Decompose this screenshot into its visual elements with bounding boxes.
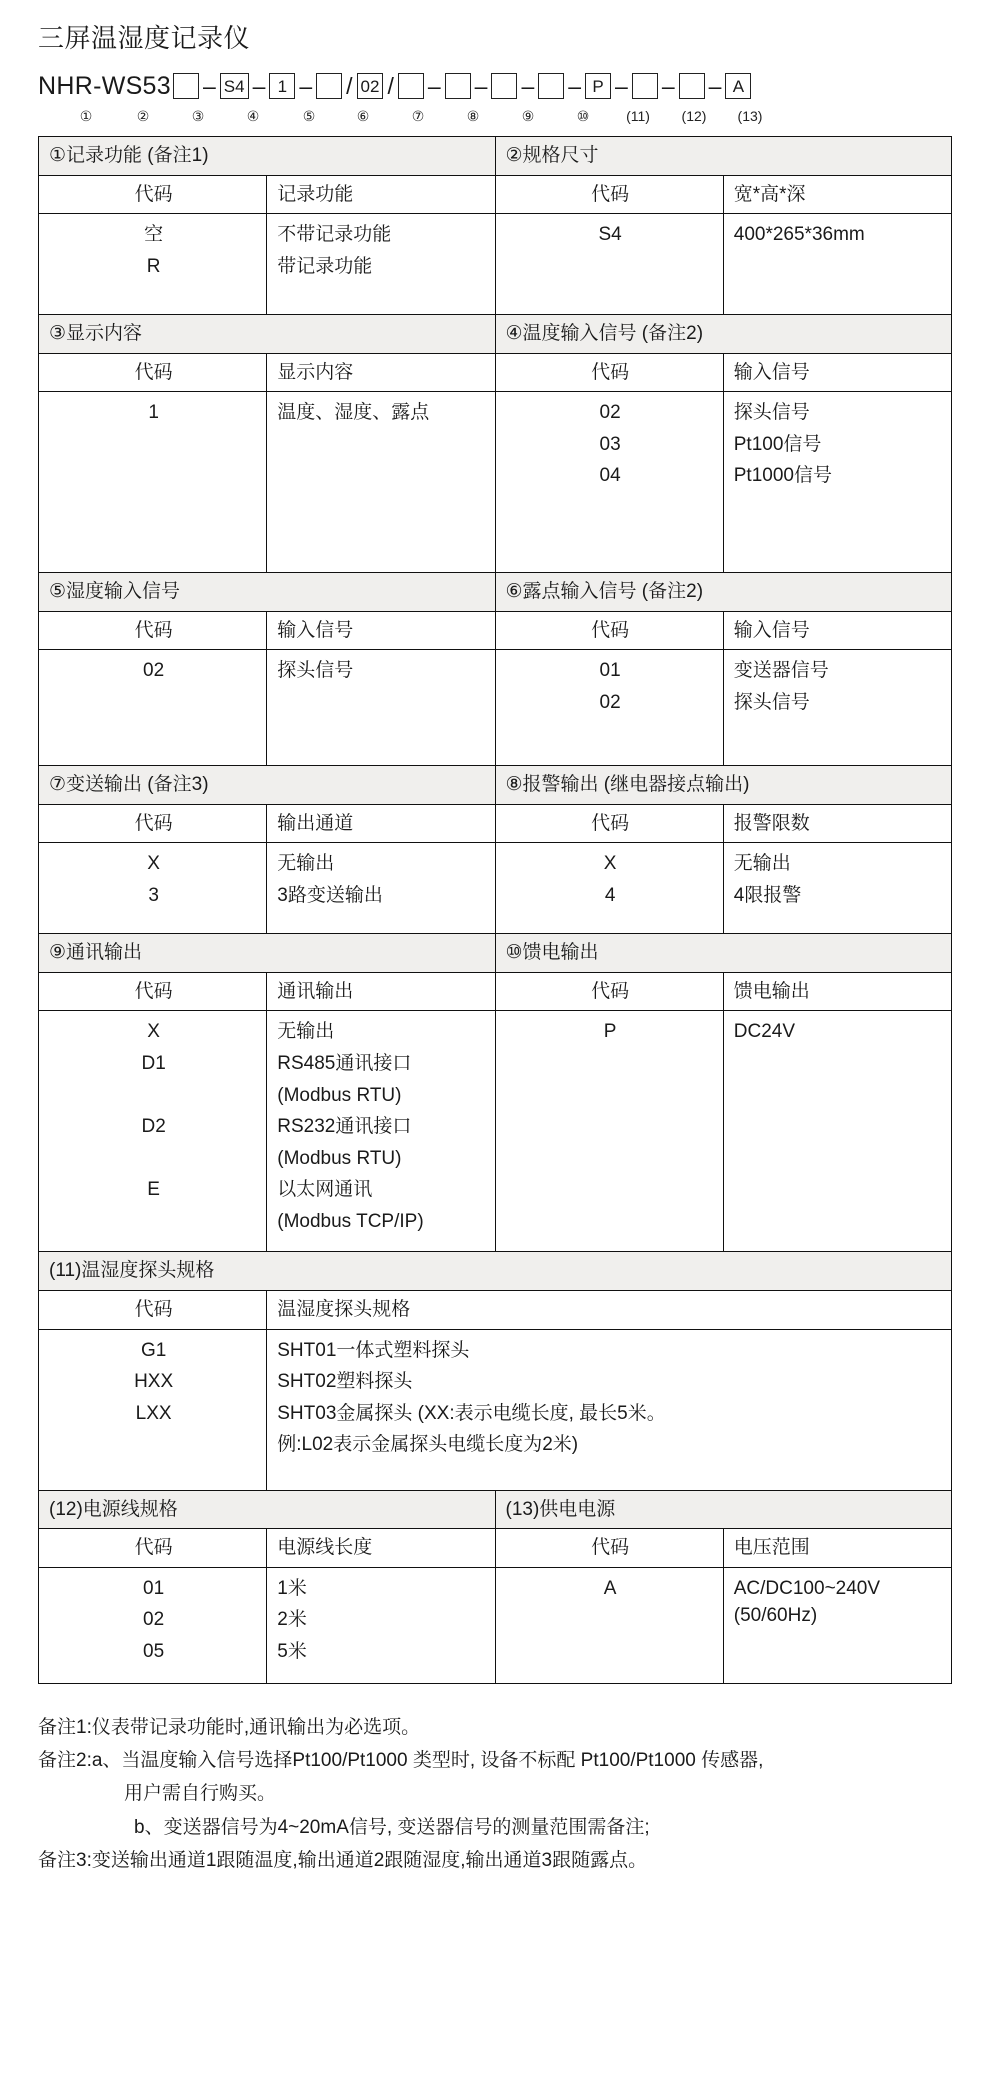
model-code-box[interactable]: 02 <box>357 73 384 99</box>
code-cell <box>39 392 267 573</box>
section-body-row <box>39 843 952 934</box>
section-header-row <box>39 1490 952 1529</box>
description-value: 例:L02表示金属探头电缆长度为2米) <box>277 1434 579 1456</box>
code-value: R <box>146 255 161 277</box>
description-value: 不带记录功能 <box>277 224 392 246</box>
model-code-box[interactable]: P <box>585 73 611 99</box>
spec-sheet-page <box>0 18 990 2099</box>
code-value: 04 <box>599 465 621 487</box>
model-code-row <box>38 69 990 103</box>
description-value: 无输出 <box>277 1021 335 1043</box>
description-value: 探头信号 <box>277 660 354 682</box>
code-cell <box>495 214 723 315</box>
section-header-row <box>39 934 952 973</box>
model-index-label: ③ <box>191 108 205 124</box>
column-header: 显示内容 <box>267 353 495 392</box>
note-line: 备注2:a、当温度输入信号选择Pt100/Pt1000 类型时, 设备不标配 Pt100/Pt1000 传感器, <box>38 1750 764 1771</box>
model-index-label: ⑧ <box>466 108 480 124</box>
code-value: 02 <box>143 1609 165 1631</box>
model-code-box[interactable] <box>538 73 564 99</box>
code-cell <box>39 1011 267 1252</box>
code-value: 01 <box>143 1577 165 1599</box>
model-index-label: (11) <box>626 108 650 124</box>
spec-tables <box>38 136 952 1684</box>
description-cell <box>723 392 951 573</box>
model-index-label: ① <box>79 108 93 124</box>
code-value: 02 <box>599 691 621 713</box>
model-prefix: NHR-WS53 <box>38 71 171 100</box>
model-separator: / <box>346 72 353 99</box>
section-body-row <box>39 650 952 766</box>
description-cell <box>723 1011 951 1252</box>
column-header: 代码 <box>495 804 723 843</box>
description-value: DC24V <box>733 1021 795 1043</box>
code-value: HXX <box>134 1371 174 1393</box>
column-header-row <box>39 611 952 650</box>
section-body-row <box>39 214 952 315</box>
code-value: X <box>147 853 160 875</box>
column-header: 代码 <box>39 611 267 650</box>
section-body-row <box>39 1329 952 1490</box>
code-value: D2 <box>141 1116 166 1138</box>
model-index-label: (13) <box>737 108 763 124</box>
model-separator: – <box>521 72 535 99</box>
section-header: ⑨通讯输出 <box>39 934 496 973</box>
code-cell <box>39 1567 267 1683</box>
description-value: AC/DC100~240V (50/60Hz) <box>733 1577 886 1627</box>
section-header: ④温度输入信号 (备注2) <box>495 315 952 354</box>
description-value: SHT02塑料探头 <box>277 1371 413 1393</box>
model-index-label: ⑤ <box>302 108 316 124</box>
description-value: RS485通讯接口 <box>277 1053 412 1075</box>
description-cell <box>267 1567 495 1683</box>
description-value: 变送器信号 <box>733 660 829 682</box>
section-header-row <box>39 315 952 354</box>
section-header: (12)电源线规格 <box>39 1490 496 1529</box>
column-header: 代码 <box>39 804 267 843</box>
description-value: 1米 <box>277 1577 307 1599</box>
model-index-label: ④ <box>246 108 260 124</box>
code-value: 4 <box>604 884 616 906</box>
code-value: X <box>603 853 617 875</box>
description-value: Pt1000信号 <box>733 465 832 487</box>
code-value: P <box>603 1021 617 1043</box>
model-code-box[interactable] <box>173 73 199 99</box>
description-value: (Modbus RTU) <box>277 1084 402 1106</box>
note-line: 备注1:仪表带记录功能时,通讯输出为必选项。 <box>38 1716 421 1738</box>
section-header-row <box>39 1252 952 1291</box>
column-header: 代码 <box>495 1529 723 1568</box>
spec-table <box>38 136 952 1684</box>
column-header-row <box>39 972 952 1011</box>
model-index-label: (12) <box>681 108 707 124</box>
notes-block <box>38 1712 952 1877</box>
code-value: D1 <box>141 1053 166 1075</box>
section-header: (11)温湿度探头规格 <box>39 1252 952 1291</box>
description-cell <box>723 843 951 934</box>
model-code-box[interactable] <box>445 73 471 99</box>
column-header: 输出通道 <box>267 804 495 843</box>
section-header: ①记录功能 (备注1) <box>39 137 496 176</box>
code-value: 02 <box>143 660 165 682</box>
note-line: b、变送器信号为4~20mA信号, 变送器信号的测量范围需备注; <box>134 1816 650 1838</box>
section-header: ⑧报警输出 (继电器接点输出) <box>495 766 952 805</box>
code-value: 05 <box>143 1640 165 1662</box>
description-value: 探头信号 <box>733 691 810 713</box>
section-body-row <box>39 392 952 573</box>
description-value: 带记录功能 <box>277 255 373 277</box>
column-header-row <box>39 1529 952 1568</box>
model-separator: / <box>387 72 394 99</box>
column-header: 代码 <box>495 175 723 214</box>
description-cell <box>723 650 951 766</box>
column-header: 输入信号 <box>723 611 951 650</box>
model-separator: – <box>252 72 266 99</box>
section-header: ②规格尺寸 <box>495 137 952 176</box>
column-header: 代码 <box>39 1529 267 1568</box>
code-cell <box>495 843 723 934</box>
section-header: ⑤湿度输入信号 <box>39 573 496 612</box>
description-value: SHT03金属探头 (XX:表示电缆长度, 最长5米。 <box>277 1402 666 1424</box>
section-header: ⑥露点输入信号 (备注2) <box>495 573 952 612</box>
description-value: 4限报警 <box>733 884 802 906</box>
code-value: 01 <box>599 660 621 682</box>
model-index-label: ⑨ <box>521 108 535 124</box>
column-header: 输入信号 <box>267 611 495 650</box>
column-header: 馈电输出 <box>723 972 951 1011</box>
model-separator: – <box>202 72 216 99</box>
section-body-row <box>39 1567 952 1683</box>
model-index-label: ⑩ <box>576 108 590 124</box>
description-cell <box>267 843 495 934</box>
code-value: 02 <box>599 402 621 424</box>
column-header-row <box>39 1291 952 1330</box>
column-header: 通讯输出 <box>267 972 495 1011</box>
description-value: 400*265*36mm <box>733 224 865 246</box>
code-value <box>49 1080 258 1112</box>
code-value: 1 <box>148 402 159 424</box>
model-code-box[interactable] <box>398 73 424 99</box>
code-value: LXX <box>135 1402 172 1424</box>
description-value: 温度、湿度、露点 <box>277 402 430 424</box>
column-header: 电源线长度 <box>267 1529 495 1568</box>
note-line: 用户需自行购买。 <box>124 1783 277 1805</box>
description-cell <box>267 392 495 573</box>
description-value: 5米 <box>277 1640 307 1662</box>
description-value: 以太网通讯 <box>277 1179 373 1201</box>
description-value: 探头信号 <box>733 402 810 424</box>
column-header: 代码 <box>39 972 267 1011</box>
code-value: E <box>147 1179 160 1201</box>
description-value: Pt100信号 <box>733 433 822 455</box>
model-index-label: ② <box>136 108 150 124</box>
code-value: A <box>603 1577 617 1599</box>
code-cell <box>39 214 267 315</box>
description-cell <box>723 214 951 315</box>
model-index-label: ⑦ <box>411 108 425 124</box>
description-cell <box>723 1567 951 1683</box>
code-cell <box>495 392 723 573</box>
description-value: 无输出 <box>277 853 335 875</box>
description-value: SHT01一体式塑料探头 <box>277 1339 470 1361</box>
column-header: 宽*高*深 <box>723 175 951 214</box>
section-header-row <box>39 573 952 612</box>
code-cell <box>39 650 267 766</box>
code-value <box>49 1429 258 1461</box>
model-separator: – <box>615 72 628 99</box>
model-token-list <box>173 73 751 99</box>
description-cell <box>267 650 495 766</box>
code-cell <box>39 843 267 934</box>
column-header-row <box>39 353 952 392</box>
model-separator: – <box>661 72 675 99</box>
model-separator: – <box>299 72 313 99</box>
column-header: 代码 <box>39 1291 267 1330</box>
description-cell <box>267 214 495 315</box>
model-index-row <box>38 108 958 128</box>
model-code-box[interactable]: 1 <box>269 73 295 99</box>
column-header: 记录功能 <box>267 175 495 214</box>
model-code-box[interactable] <box>316 73 342 99</box>
code-value: X <box>147 1021 160 1043</box>
section-header: ③显示内容 <box>39 315 496 354</box>
code-cell <box>39 1329 267 1490</box>
section-header-row <box>39 137 952 176</box>
column-header: 代码 <box>495 353 723 392</box>
code-value: 03 <box>599 433 621 455</box>
column-header: 输入信号 <box>723 353 951 392</box>
section-body-row <box>39 1011 952 1252</box>
code-cell <box>495 1567 723 1683</box>
model-index-label: ⑥ <box>356 108 370 124</box>
column-header: 代码 <box>39 353 267 392</box>
column-header: 代码 <box>39 175 267 214</box>
model-code-box[interactable]: A <box>725 73 751 99</box>
model-separator: – <box>708 72 722 99</box>
column-header-row <box>39 804 952 843</box>
model-code-box[interactable]: S4 <box>220 73 249 99</box>
model-separator: – <box>568 72 582 99</box>
model-code-box[interactable] <box>491 73 517 99</box>
note-line: 备注3:变送输出通道1跟随温度,输出通道2跟随湿度,输出通道3跟随露点。 <box>38 1850 648 1872</box>
code-value: S4 <box>598 224 622 246</box>
code-cell <box>495 1011 723 1252</box>
model-code-box[interactable] <box>679 73 705 99</box>
column-header: 温湿度探头规格 <box>267 1291 952 1330</box>
description-cell <box>267 1329 952 1490</box>
column-header: 代码 <box>495 611 723 650</box>
section-header: (13)供电电源 <box>495 1490 952 1529</box>
description-value: 3路变送输出 <box>277 884 383 906</box>
model-separator: – <box>427 72 441 99</box>
code-value <box>49 1143 258 1175</box>
column-header: 电压范围 <box>723 1529 951 1568</box>
section-header: ⑩馈电输出 <box>495 934 952 973</box>
column-header-row <box>39 175 952 214</box>
description-cell <box>267 1011 495 1252</box>
model-code-box[interactable] <box>632 73 658 99</box>
code-cell <box>495 650 723 766</box>
code-value <box>49 1206 258 1238</box>
description-value: 2米 <box>277 1609 307 1631</box>
code-value: 空 <box>144 224 164 246</box>
section-header-row <box>39 766 952 805</box>
code-value: G1 <box>140 1339 167 1361</box>
code-value: 3 <box>148 884 159 906</box>
model-separator: – <box>474 72 488 99</box>
page-title: 三屏温湿度记录仪 <box>38 23 251 53</box>
section-header: ⑦变送输出 (备注3) <box>39 766 496 805</box>
description-value: 无输出 <box>733 853 791 875</box>
description-value: (Modbus TCP/IP) <box>277 1210 424 1232</box>
description-value: RS232通讯接口 <box>277 1116 412 1138</box>
description-value: (Modbus RTU) <box>277 1147 402 1169</box>
column-header: 代码 <box>495 972 723 1011</box>
column-header: 报警限数 <box>723 804 951 843</box>
